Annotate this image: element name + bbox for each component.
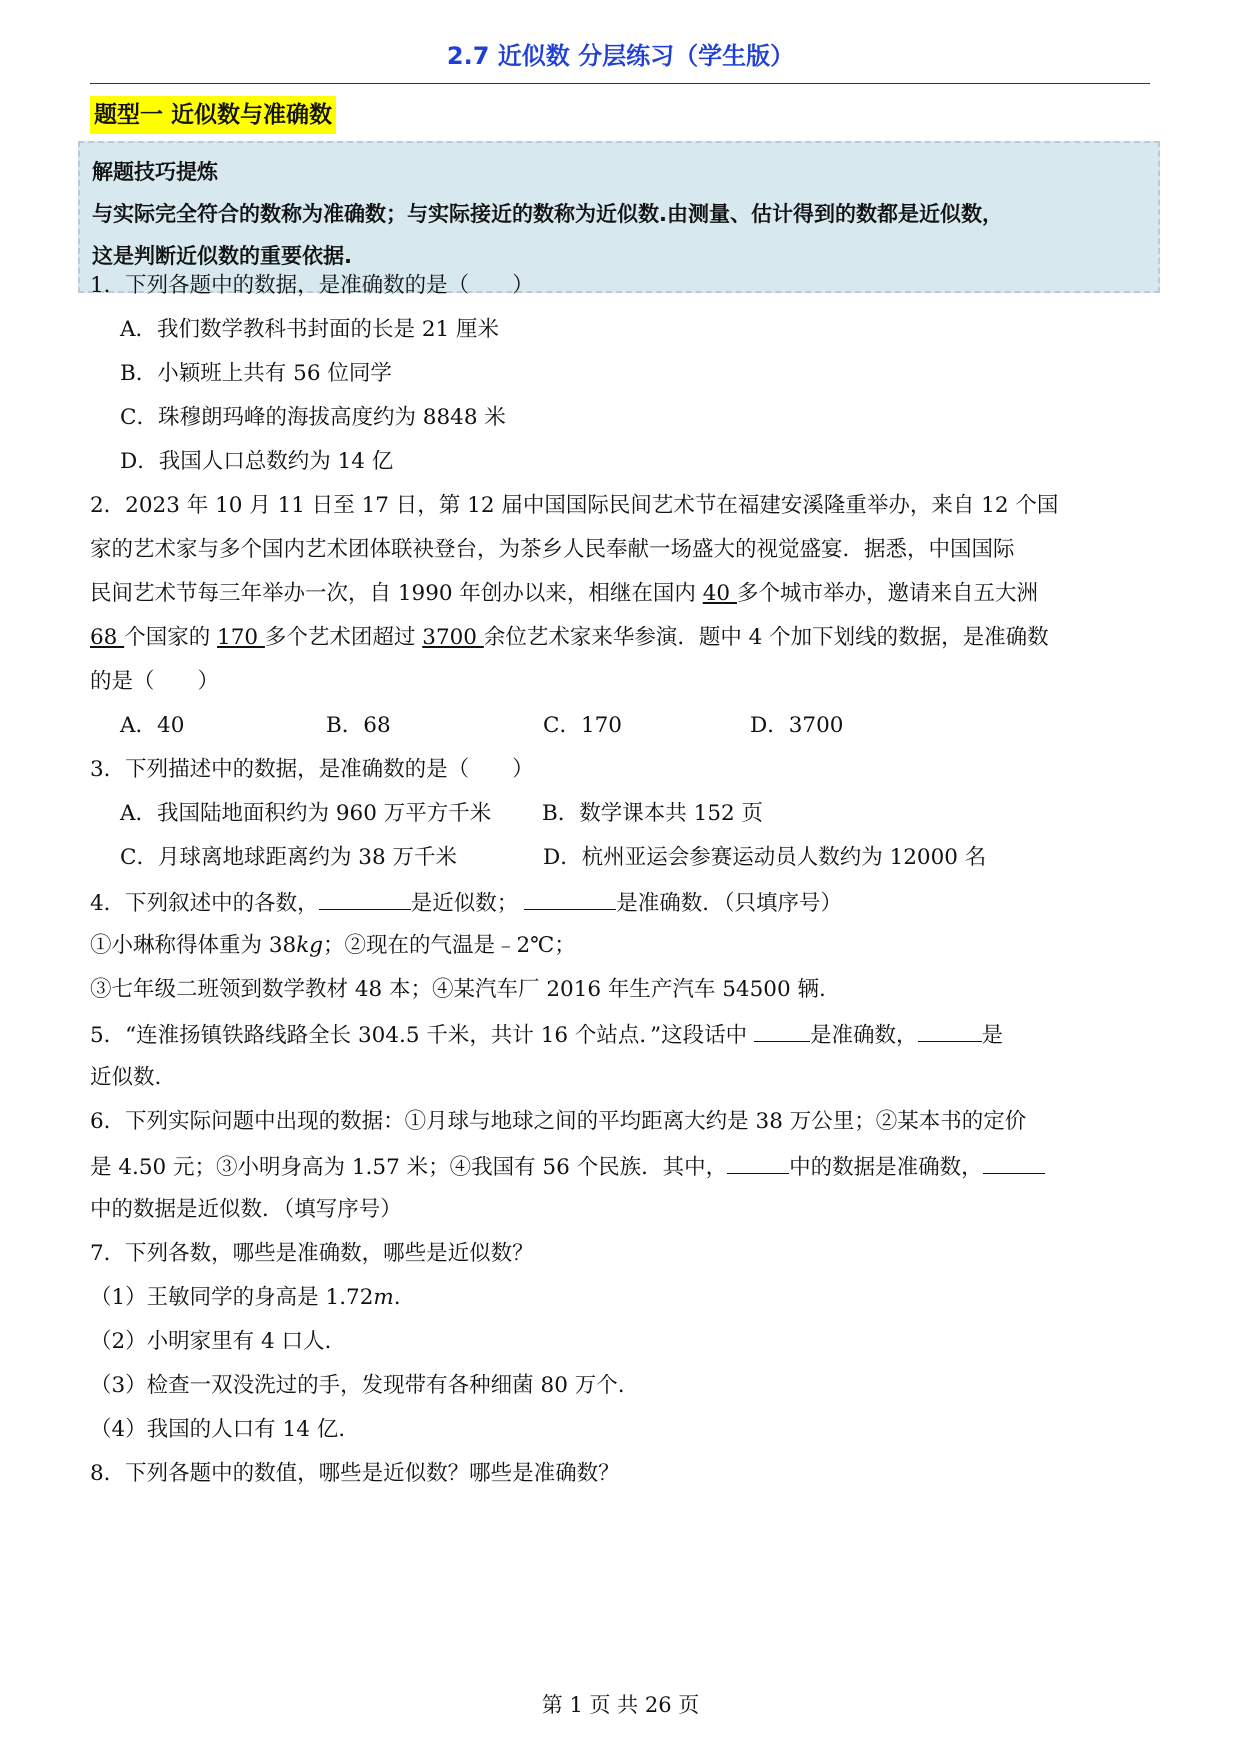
question-6-line-3: 中的数据是近似数．（填写序号） xyxy=(90,1197,402,1222)
question-5-text: 是 xyxy=(981,1023,1004,1048)
section-heading: 题型一 近似数与准确数 xyxy=(90,96,336,134)
underlined-number-170: 170 xyxy=(217,625,265,650)
answer-blank[interactable] xyxy=(754,1019,810,1042)
question-3-option-d: D．杭州亚运会参赛运动员人数约为 12000 名 xyxy=(543,845,987,870)
question-4-text: 是准确数．（只填序号） xyxy=(616,891,842,916)
question-4-text: ①小琳称得体重为 38 xyxy=(90,933,297,958)
question-2-option-b: B．68 xyxy=(326,713,391,738)
question-4-line-2 xyxy=(90,931,576,961)
page-footer: 第 1 页 共 26 页 xyxy=(541,1693,700,1717)
question-1-option-b: B．小颖班上共有 56 位同学 xyxy=(120,361,392,386)
unit-kg: kg xyxy=(296,933,323,958)
question-1-option-d: D．我国人口总数约为 14 亿 xyxy=(120,449,394,474)
question-5-text: 是准确数， xyxy=(810,1023,918,1048)
question-7-sub-1 xyxy=(90,1283,401,1313)
answer-blank[interactable] xyxy=(524,887,616,910)
question-2-text: 多个艺术团超过 xyxy=(264,625,423,650)
question-6-line-2 xyxy=(90,1151,1045,1183)
tip-line-1: 与实际完全符合的数称为准确数；与实际接近的数称为近似数.由测量、估计得到的数都是近似数， xyxy=(92,202,1003,226)
question-3-stem: 3．下列描述中的数据，是准确数的是（ ） xyxy=(90,757,534,782)
question-2-option-a: A．40 xyxy=(120,713,185,738)
question-2-text: 多个城市举办，邀请来自五大洲 xyxy=(736,581,1038,606)
question-1-stem: 1．下列各题中的数据，是准确数的是（ ） xyxy=(90,273,534,298)
question-3-option-a: A．我国陆地面积约为 960 万平方千米 xyxy=(120,801,492,826)
question-7-text: . xyxy=(393,1285,401,1310)
header-divider xyxy=(90,83,1150,84)
question-4-text: 4．下列叙述中的各数， xyxy=(90,891,319,916)
question-7-sub-2: （2）小明家里有 4 口人. xyxy=(90,1329,332,1354)
question-7-stem: 7．下列各数，哪些是准确数，哪些是近似数？ xyxy=(90,1241,534,1266)
underlined-number-40: 40 xyxy=(702,581,737,606)
underlined-number-68: 68 xyxy=(90,625,125,650)
question-7-sub-3: （3）检查一双没洗过的手，发现带有各种细菌 80 万个. xyxy=(90,1373,625,1398)
question-2-text: 余位艺术家来华参演．题中 4 个加下划线的数据，是准确数 xyxy=(483,625,1049,650)
question-1-option-c: C．珠穆朗玛峰的海拔高度约为 8848 米 xyxy=(120,405,506,430)
question-5-stem xyxy=(90,1019,1003,1051)
question-2-text: 民间艺术节每三年举办一次，自 1990 年创办以来，相继在国内 xyxy=(90,581,703,606)
question-5-text: 5．“连淮扬镇铁路线路全长 304.5 千米，共计 16 个站点．”这段话中 xyxy=(90,1023,754,1048)
tip-title: 解题技巧提炼 xyxy=(92,160,218,184)
answer-blank[interactable] xyxy=(983,1151,1045,1174)
tip-line-2: 这是判断近似数的重要依据. xyxy=(92,244,352,268)
question-2-line-1: 2．2023 年 10 月 11 日至 17 日，第 12 届中国国际民间艺术节在福建安溪隆重举办，来自 12 个国 xyxy=(90,493,1059,518)
unit-m: m xyxy=(373,1285,394,1310)
question-2-line-5: 的是（ ） xyxy=(90,669,220,694)
page-title: 2.7 近似数 分层练习（学生版） xyxy=(446,42,795,70)
question-8-stem: 8．下列各题中的数值，哪些是近似数？哪些是准确数？ xyxy=(90,1461,620,1486)
question-1-option-a: A．我们数学教科书封面的长是 21 厘米 xyxy=(120,317,500,342)
question-7-sub-4: （4）我国的人口有 14 亿. xyxy=(90,1417,346,1442)
answer-blank[interactable] xyxy=(727,1151,789,1174)
answer-blank[interactable] xyxy=(918,1019,982,1042)
question-2-line-3 xyxy=(90,579,1038,609)
underlined-number-3700: 3700 xyxy=(422,625,484,650)
answer-blank[interactable] xyxy=(319,887,411,910)
question-2-option-c: C．170 xyxy=(543,713,622,738)
question-3-option-b: B．数学课本共 152 页 xyxy=(542,801,764,826)
question-4-line-3: ③七年级二班领到数学教材 48 本；④某汽车厂 2016 年生产汽车 54500 辆. xyxy=(90,977,826,1002)
question-6-text: 是 4.50 元；③小明身高为 1.57 米；④我国有 56 个民族．其中， xyxy=(90,1155,728,1180)
question-4-text: 是近似数； xyxy=(410,891,519,916)
question-4-text: ；②现在的气温是﹣2℃； xyxy=(323,933,576,958)
question-2-line-2: 家的艺术家与多个国内艺术团体联袂登台，为茶乡人民奉献一场盛大的视觉盛宴．据悉，中国国际 xyxy=(90,537,1015,562)
question-6-line-1: 6．下列实际问题中出现的数据：①月球与地球之间的平均距离大约是 38 万公里；②某本书的定价 xyxy=(90,1109,1027,1134)
question-2-option-d: D．3700 xyxy=(750,713,844,738)
question-2-text: 个国家的 xyxy=(124,625,218,650)
question-5-line-2: 近似数. xyxy=(90,1065,162,1090)
question-3-option-c: C．月球离地球距离约为 38 万千米 xyxy=(120,845,457,870)
question-4-stem xyxy=(90,887,842,919)
question-2-line-4 xyxy=(90,623,1049,653)
question-7-text: （1）王敏同学的身高是 1.72 xyxy=(90,1285,374,1310)
question-6-text: 中的数据是准确数， xyxy=(789,1155,983,1180)
